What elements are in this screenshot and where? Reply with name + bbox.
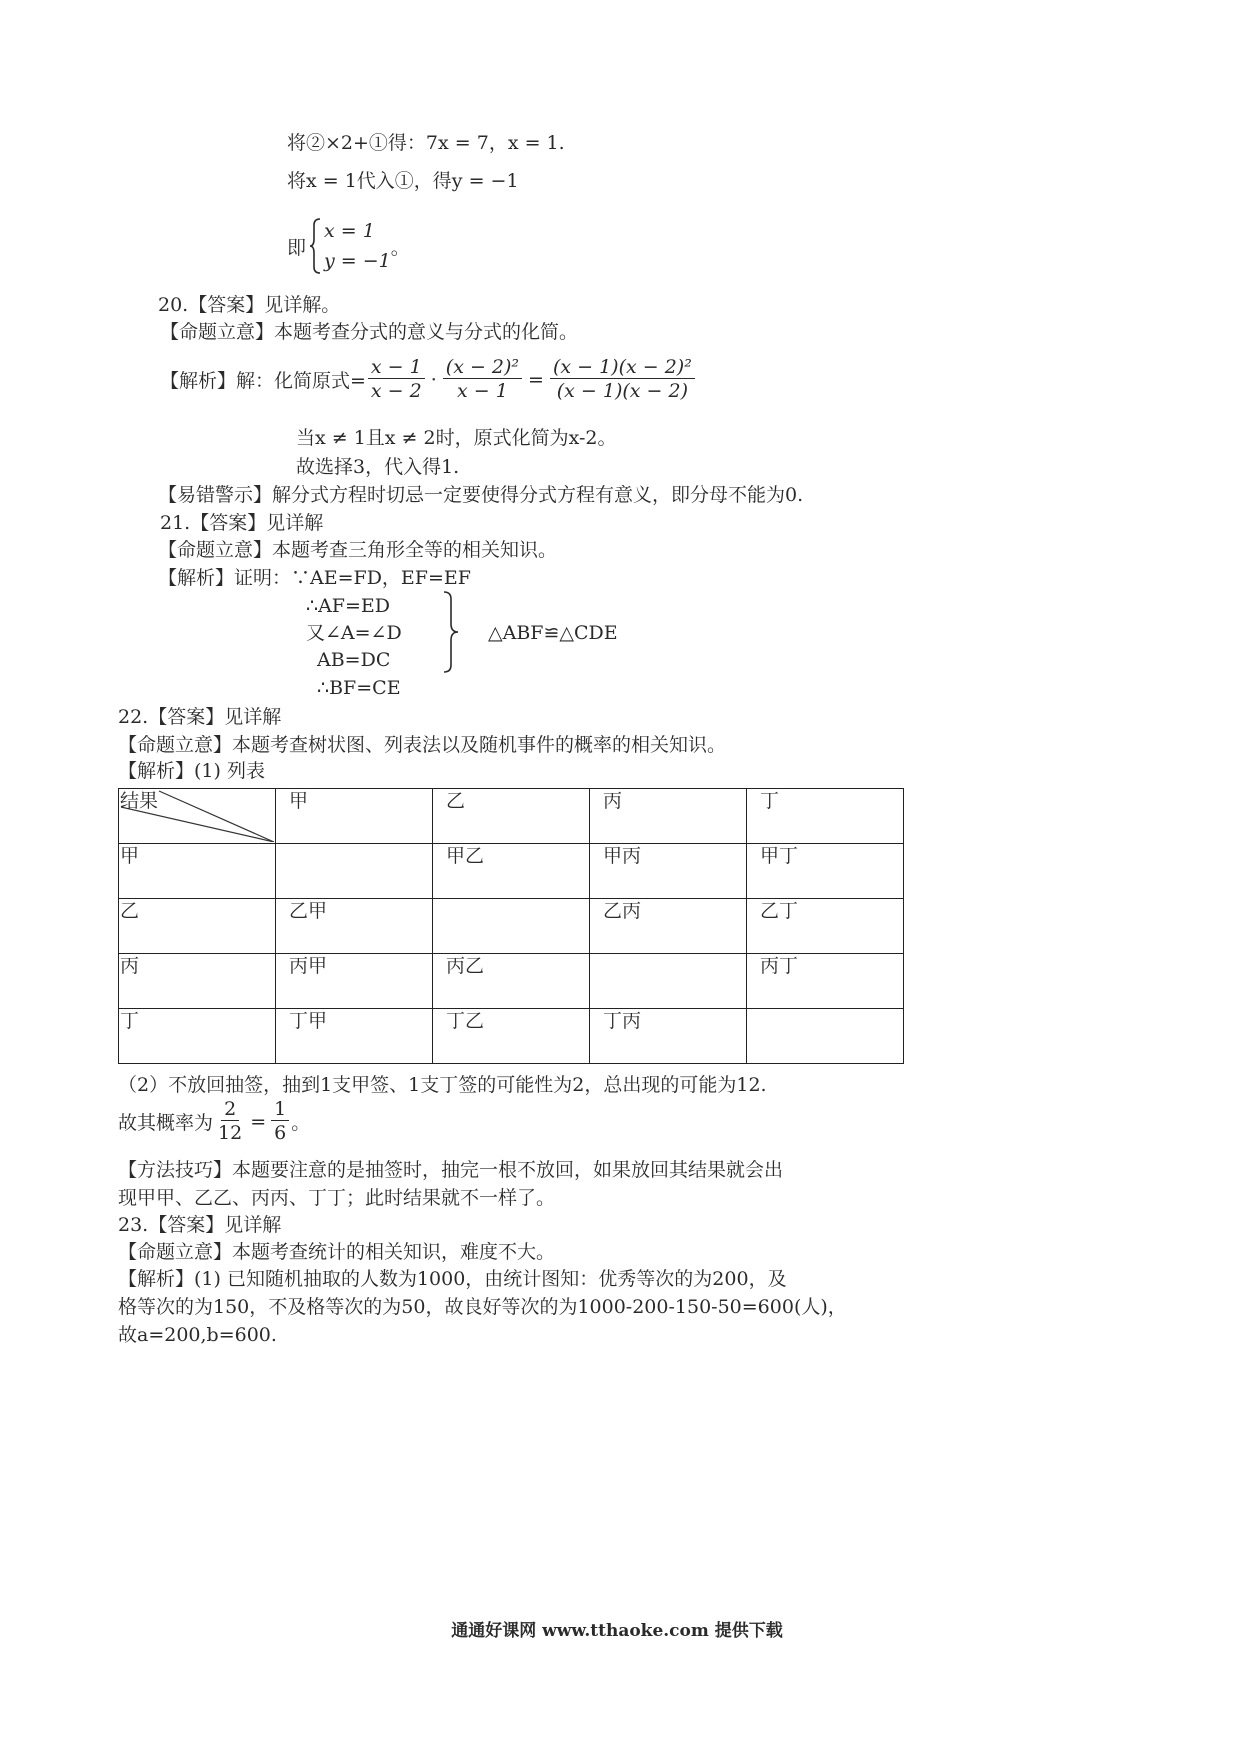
solution-system [287,216,410,276]
q22-fraction-2 [271,1098,289,1145]
q22-tip-line-2: 现甲甲、乙乙、丙丙、丁丁；此时结果就不一样了。 [118,1187,556,1209]
q22-pf1-numerator: 2 [221,1098,239,1121]
q22-pf2-denominator: 6 [274,1122,287,1144]
system-prefix: 即 [287,236,307,259]
table-header-label: 乙 [446,790,466,812]
q22-intent: 【命题立意】本题考查树状图、列表法以及随机事件的概率的相关知识。 [118,734,727,756]
q20-condition: 当x ≠ 1且x ≠ 2时，原式化简为x-2。 [296,427,617,449]
system-suffix: 。 [390,236,410,259]
q20-intent: 【命题立意】本题考查分式的意义与分式的化简。 [160,321,579,343]
table-header-cell [433,789,590,844]
table-cell: 丙甲 [276,954,433,1009]
table-cell: 丁乙 [433,1009,590,1064]
q22-prob-equals: = [250,1110,267,1133]
q22-probability [118,1098,310,1145]
table-corner-label: 结果 [120,790,159,812]
footer-credit: 通通好课网 www.tthaoke.com 提供下载 [451,1621,783,1641]
q20-simplification: 【解析】解：化简原式= $\frac{x - 1}{x - 2}$ · $\frac{\text{(x − 2)²}}{x - 1}$ = $\frac{\text{(x − 1)(x − 2)²}}{(x - 1)(x - 2)}$ [160,356,697,403]
q20-equals: = [528,368,544,391]
q22-prob-suffix: 。 [291,1112,311,1134]
table-row-label: 丙 [119,954,276,1009]
table-header-cell [276,789,433,844]
q23-answer: 23.【答案】见详解 [118,1214,282,1236]
table-corner-cell [119,789,276,844]
q20-f1-numerator: x − 1 [368,356,425,379]
right-brace-icon [442,590,460,674]
table-row-label: 丁 [119,1009,276,1064]
q21-conclusion: △ABF≌△CDE [488,622,618,644]
table-header-label: 丁 [760,790,780,812]
q22-pf2-numerator: 1 [271,1098,289,1121]
q20-warning: 【易错警示】解分式方程时切忌一定要使得分式方程有意义，即分母不能为0. [158,484,804,506]
q20-f1-denominator: x − 2 [370,380,422,402]
table-cell: 甲丁 [747,844,904,899]
table-row [119,954,904,1009]
q20-answer: 20.【答案】见详解。 [158,294,341,316]
table-cell: 甲乙 [433,844,590,899]
table-row [119,1009,904,1064]
table-cell: 丁丙 [590,1009,747,1064]
q22-prob-prefix: 故其概率为 [118,1112,214,1134]
q20-fraction-3 [550,356,695,403]
table-header-row [119,789,904,844]
system-eq-x: x = 1 [324,220,375,242]
q20-fraction-1 [368,356,425,403]
table-header-label: 甲 [289,790,309,812]
q21-step-1: ∴AF=ED [306,595,391,617]
q23-analysis-line-3: 故a=200,b=600. [118,1324,277,1346]
table-row [119,899,904,954]
q23-analysis-line-1: 【解析】(1) 已知随机抽取的人数为1000，由统计图知：优秀等次的为200，及 [118,1268,787,1290]
table-cell [590,954,747,1009]
table-cell: 乙甲 [276,899,433,954]
q22-answer: 22.【答案】见详解 [118,706,282,728]
q22-tip-line-1: 【方法技巧】本题要注意的是抽签时，抽完一根不放回，如果放回其结果就会出 [118,1159,784,1181]
q21-step-4: ∴BF=CE [317,677,401,699]
q20-choose: 故选择3，代入得1. [296,456,460,478]
system-eq-y: y = −1 [324,250,391,272]
table-cell: 丁甲 [276,1009,433,1064]
q20-f3-numerator: (x − 1)(x − 2)² [550,356,695,379]
table-cell: 丙丁 [747,954,904,1009]
table-row [119,844,904,899]
table-row-label: 甲 [119,844,276,899]
table-cell: 乙丙 [590,899,747,954]
q20-analysis-prefix: 【解析】解：化简原式= [160,370,366,392]
q22-part2: （2）不放回抽签，抽到1支甲签、1支丁签的可能性为2，总出现的可能为12. [118,1074,767,1096]
table-header-cell [590,789,747,844]
table-header-label: 丙 [603,790,623,812]
outcome-table [118,788,904,1064]
table-cell: 丙乙 [433,954,590,1009]
q20-f2-numerator: (x − 2)² [443,356,522,379]
q21-answer: 21.【答案】见详解 [160,512,324,534]
q21-step-3: AB=DC [317,649,391,671]
q21-step-2: 又∠A=∠D [306,622,402,644]
left-brace-icon [308,217,322,275]
table-header-cell [747,789,904,844]
q22-analysis: 【解析】(1) 列表 [118,760,265,782]
q21-intent: 【命题立意】本题考查三角形全等的相关知识。 [158,539,558,561]
table-cell [276,844,433,899]
q22-fraction-1 [215,1098,245,1145]
table-cell [747,1009,904,1064]
q23-intent: 【命题立意】本题考查统计的相关知识，难度不大。 [118,1241,556,1263]
table-cell [433,899,590,954]
q23-analysis-line-2: 格等次的为150，不及格等次的为50，故良好等次的为1000-200-150-50=600(人)， [118,1296,847,1318]
q20-f2-denominator: x − 1 [457,380,508,402]
step-line-2: 将x = 1代入①，得y = −1 [287,170,519,192]
q21-proof-start: 【解析】证明：∵AE=FD，EF=EF [158,567,471,589]
table-cell: 乙丁 [747,899,904,954]
table-row-label: 乙 [119,899,276,954]
q20-f3-denominator: (x − 1)(x − 2) [556,380,689,402]
step-line-1: 将②×2+①得：7x = 7，x = 1. [287,132,565,154]
q22-pf1-denominator: 12 [218,1122,243,1144]
table-cell: 甲丙 [590,844,747,899]
q20-fraction-2 [443,356,522,403]
